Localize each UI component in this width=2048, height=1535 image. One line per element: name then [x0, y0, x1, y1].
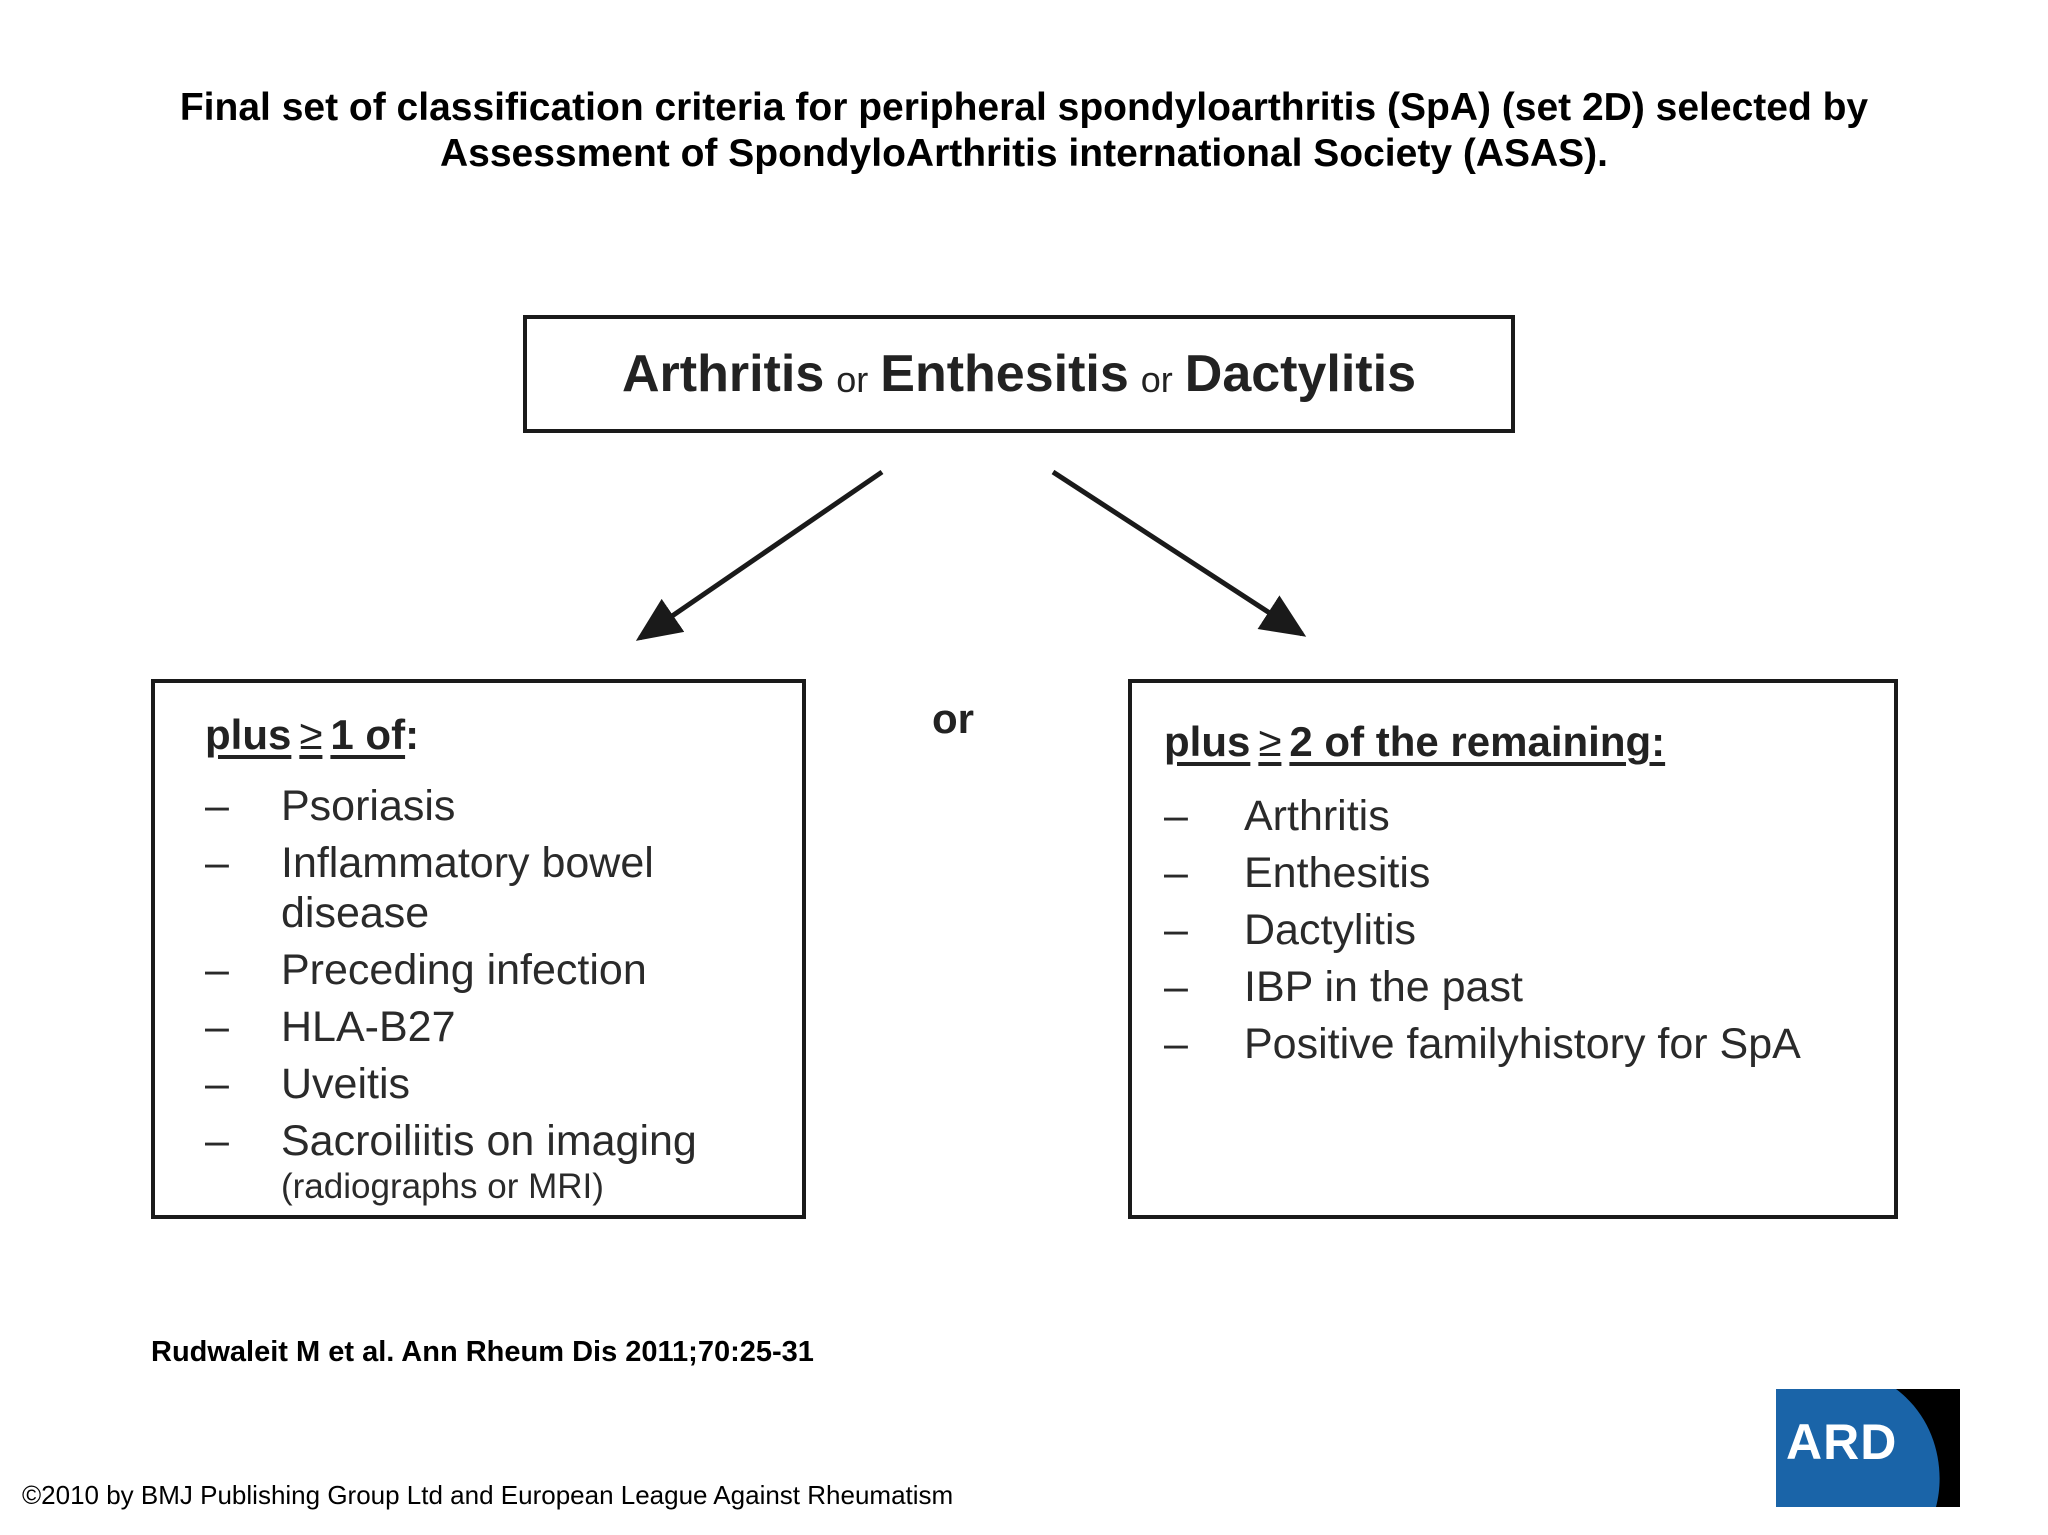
heading-plus: plus	[205, 711, 292, 758]
term-arthritis: Arthritis	[622, 345, 825, 403]
heading-count: 1 of	[330, 711, 406, 758]
list-item-text: HLA-B27	[281, 1003, 456, 1051]
term-dactylitis: Dactylitis	[1184, 345, 1416, 403]
list-item	[1164, 962, 1884, 1012]
option-a-list	[205, 781, 785, 1215]
dash-bullet: –	[205, 782, 229, 830]
list-item-subtext: (radiographs or MRI)	[281, 1167, 604, 1206]
or-label: or	[932, 695, 974, 742]
list-item	[205, 781, 785, 831]
greater-equal-symbol: ≥	[1258, 718, 1282, 765]
dash-bullet: –	[1164, 963, 1188, 1011]
list-item	[1164, 1019, 1884, 1069]
right-arrow	[1053, 472, 1302, 634]
list-item	[205, 1002, 785, 1052]
title-line-2: Assessment of SpondyloArthritis international Society (ASAS).	[439, 132, 1609, 175]
heading-plus: plus	[1164, 718, 1251, 765]
dash-bullet: –	[205, 1060, 229, 1108]
dash-bullet: –	[1164, 849, 1188, 897]
list-item-text: Dactylitis	[1244, 906, 1417, 954]
copyright-notice: ©2010 by BMJ Publishing Group Ltd and European League Against Rheumatism	[22, 1480, 954, 1510]
list-item	[205, 1059, 785, 1109]
list-item-text: Enthesitis	[1244, 849, 1431, 897]
dash-bullet: –	[1164, 1020, 1188, 1068]
heading-count: 2 of the remaining:	[1289, 718, 1666, 765]
option-b-box	[1128, 679, 1898, 1219]
list-item-text: Psoriasis	[281, 782, 456, 830]
dash-bullet: –	[1164, 906, 1188, 954]
list-item-text: Positive familyhistory for SpA	[1244, 1020, 1801, 1068]
connector-or-2: or	[1140, 359, 1173, 400]
option-b-heading	[1164, 718, 1665, 766]
dash-bullet: –	[205, 946, 229, 994]
option-b-list	[1164, 791, 1884, 1076]
list-item-text: Uveitis	[281, 1060, 411, 1108]
list-item-text: Arthritis	[1244, 792, 1390, 840]
heading-colon: :	[405, 711, 420, 758]
option-a-box	[151, 679, 806, 1219]
dash-bullet: –	[205, 839, 229, 887]
logo-text: ARD	[1786, 1414, 1898, 1470]
dash-bullet: –	[1164, 792, 1188, 840]
citation: Rudwaleit M et al. Ann Rheum Dis 2011;70:25-31	[151, 1336, 814, 1368]
dash-bullet: –	[205, 1003, 229, 1051]
title-line-1: Final set of classification criteria for peripheral spondyloarthritis (SpA) (set 2D) selected by	[179, 86, 1869, 129]
option-a-heading	[205, 711, 419, 759]
list-item	[205, 945, 785, 995]
left-arrow	[640, 472, 882, 638]
ard-logo	[1776, 1389, 1960, 1507]
list-item-text: Inflammatory bowel disease	[281, 839, 654, 937]
list-item	[1164, 848, 1884, 898]
connector-or-1: or	[836, 359, 869, 400]
list-item	[1164, 905, 1884, 955]
list-item-text: Sacroiliitis on imaging	[281, 1117, 697, 1165]
list-item-text: IBP in the past	[1244, 963, 1523, 1011]
list-item	[1164, 791, 1884, 841]
term-enthesitis: Enthesitis	[880, 345, 1129, 403]
greater-equal-symbol: ≥	[299, 711, 323, 758]
dash-bullet: –	[205, 1117, 229, 1165]
list-item	[205, 1116, 785, 1208]
list-item	[205, 838, 785, 938]
list-item-text: Preceding infection	[281, 946, 647, 994]
